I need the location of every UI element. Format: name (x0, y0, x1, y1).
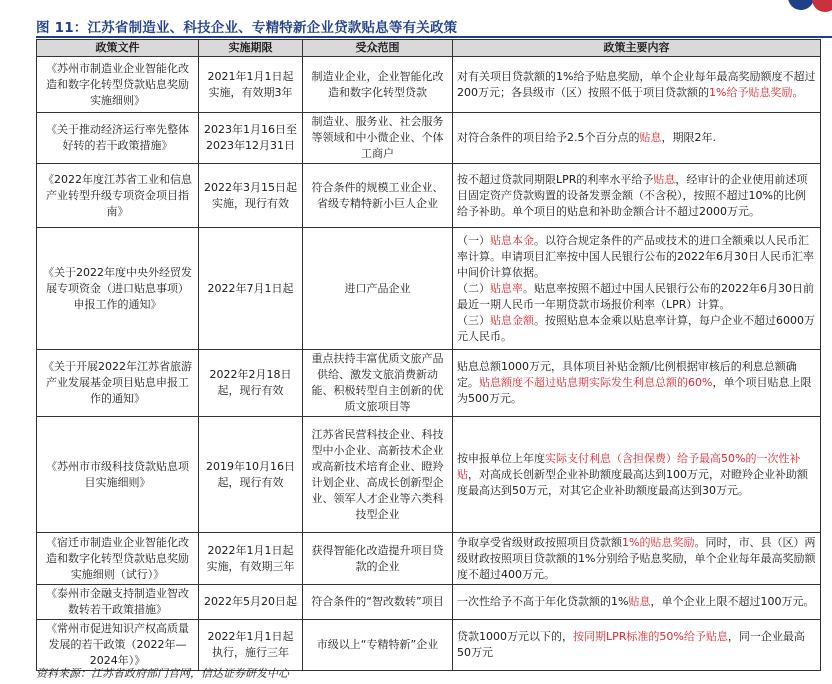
table-row (37, 417, 821, 533)
content-text: ，同一企业最高50万元 (457, 630, 805, 659)
period-cell: 2021年1月1日起实施，有效期3年 (199, 57, 303, 113)
highlighted-text: 贴息 (653, 172, 676, 186)
header-scope: 受众范围 (303, 40, 453, 57)
scope-cell: 进口产品企业 (303, 228, 453, 350)
scope-cell: 符合条件的“智改数转”项目 (303, 585, 453, 620)
highlighted-text: 贴息额度不超过贴息期实际发生利息总额的60% (479, 376, 713, 389)
content-paragraph (457, 629, 816, 661)
period-cell: 2022年3月15日起实施，现行有效 (199, 164, 303, 228)
header-content: 政策主要内容 (453, 40, 821, 57)
highlighted-text: 实际支付利息（含担保费）给予最高50%的一次性补贴 (457, 451, 801, 481)
policy-table (36, 39, 821, 671)
content-cell (453, 620, 821, 671)
title-rule (36, 36, 832, 38)
table-row (37, 350, 821, 417)
content-text: 贴息总额1000万元，具体项目补贴金额/比例根据审核后的利息总额确定。 (457, 360, 797, 389)
policy-doc-cell: 《关于2022年度中央外经贸发展专项资金（进口贴息事项）申报工作的通知》 (37, 228, 199, 350)
table-body (37, 57, 821, 671)
content-cell (453, 57, 821, 113)
content-paragraph (457, 451, 816, 499)
table-row (37, 620, 821, 671)
source-note: 资料来源：江苏省政府部门官网，信达证券研发中心 (36, 667, 289, 680)
scope-cell: 制造业企业，企业智能化改造和数字化转型贷款 (303, 57, 453, 113)
content-text: 。贴息率按照不超过中国人民银行公布的2022年6月30日前最近一期人民币一年期贷款市场报价利率（LPR）计算。 (457, 281, 814, 311)
content-cell (453, 417, 821, 533)
policy-doc-cell: 《泰州市金融支持制造业智改数转若干政策措施》 (37, 585, 199, 620)
content-text: 。同时，市、县（区）两级财政按照项目贷款额的1%分别给予贴息奖励，单个企业每年最高奖励额度不超过400万元。 (457, 535, 816, 581)
scope-cell: 江苏省民营科技企业、科技型中小企业、高新技术企业或高新技术培育企业、瞪羚计划企业、高成长创新型企业、领军人才企业等六类科技型企业 (303, 417, 453, 533)
content-text: 。 (792, 85, 804, 99)
policy-doc-cell: 《宿迁市制造业企业智能化改造和数字化转型贷款贴息奖励实施细则（试行）》 (37, 533, 199, 585)
content-text: ，经审计的企业使用前述项目固定资产贷款购置的设备发票金额（不含税），按照不超过10%的比例给予补助。单个项目的贴息和补助金额合计不超过2000万元。 (457, 172, 808, 218)
scope-cell: 重点扶持丰富优质文旅产品供给、激发文旅消费新动能、积极转型自主创新的优质文旅项目等 (303, 350, 453, 417)
figure-title: 图 11：江苏省制造业、科技企业、专精特新企业贷款贴息等有关政策 (36, 20, 458, 36)
highlighted-text: 贴息率 (490, 281, 523, 295)
content-text: 贷款1000万元以下的， (457, 630, 573, 643)
scope-cell: 制造业、服务业、社会服务等领域和中小微企业、个体工商户 (303, 113, 453, 164)
period-cell: 2022年5月20日起 (199, 585, 303, 620)
content-text: 对符合条件的项目给予2.5个百分点的 (457, 131, 640, 144)
content-paragraph (457, 281, 816, 313)
table-row (37, 228, 821, 350)
content-text: ，期限2年. (661, 131, 716, 144)
content-text: （三） (457, 313, 490, 327)
content-paragraph (457, 594, 816, 610)
content-text: 对有关项目贷款额的1%给予贴息奖励，单个企业每年最高奖励额度不超过200万元；各县级市（区）按照不低于项目贷款额的 (457, 69, 816, 99)
content-text: （二） (457, 281, 490, 295)
table-row (37, 164, 821, 228)
content-paragraph (457, 535, 816, 583)
period-cell: 2022年2月18日起，现行有效 (199, 350, 303, 417)
content-text: ，对高成长创新型企业补助额度最高达到100万元，对瞪羚企业补助额度最高达到50万元，对其它企业补助额度最高达到30万元。 (457, 467, 808, 497)
content-paragraph (457, 313, 816, 345)
table-row (37, 57, 821, 113)
content-text: 一次性给予不高于年化贷款额的1% (457, 595, 629, 608)
content-paragraph (457, 233, 816, 281)
content-paragraph (457, 130, 816, 146)
highlighted-text: 按同期LPR标准的50%给予贴息 (573, 630, 728, 643)
table-header-row (37, 40, 821, 57)
highlighted-text: 1%给予贴息奖励 (709, 85, 793, 99)
content-text: ，单个企业上限不超过100万元。 (650, 595, 815, 608)
period-cell: 2022年7月1日起 (199, 228, 303, 350)
period-cell: 2022年1月1日起实施，有效期三年 (199, 533, 303, 585)
policy-doc-cell: 《2022年度江苏省工业和信息产业转型升级专项资金项目指南》 (37, 164, 199, 228)
content-paragraph (457, 359, 816, 407)
content-text: 按申报单位上年度 (457, 451, 545, 465)
table-row (37, 113, 821, 164)
scope-cell: 获得智能化改造提升项目贷款的企业 (303, 533, 453, 585)
content-cell (453, 113, 821, 164)
content-text: （一） (457, 233, 490, 247)
period-cell: 2023年1月16日至2023年12月31日 (199, 113, 303, 164)
period-cell: 2022年1月1日起执行，施行三年 (199, 620, 303, 671)
brand-corner-mark (776, 0, 832, 12)
header-period: 实施期限 (199, 40, 303, 57)
content-cell (453, 164, 821, 228)
content-text: 争取享受省级财政按照项目贷款额 (457, 535, 622, 549)
highlighted-text: 贴息 (639, 131, 662, 144)
header-policy-doc: 政策文件 (37, 40, 199, 57)
content-cell (453, 350, 821, 417)
policy-doc-cell: 《苏州市制造业企业智能化改造和数字化转型贷款贴息奖励实施细则》 (37, 57, 199, 113)
table-row (37, 585, 821, 620)
highlighted-text: 贴息本金 (490, 233, 534, 247)
highlighted-text: 1%的贴息奖励 (622, 535, 695, 549)
highlighted-text: 贴息 (628, 595, 651, 608)
policy-doc-cell: 《关于推动经济运行率先整体好转的若干政策措施》 (37, 113, 199, 164)
content-cell (453, 228, 821, 350)
policy-doc-cell: 《关于开展2022年江苏省旅游产业发展基金项目贴息申报工作的通知》 (37, 350, 199, 417)
highlighted-text: 贴息金额 (490, 313, 534, 327)
scope-cell: 符合条件的规模工业企业、省级专精特新小巨人企业 (303, 164, 453, 228)
content-cell (453, 533, 821, 585)
content-paragraph (457, 69, 816, 101)
content-text: 。以符合规定条件的产品或技术的进口全额乘以人民币汇率计算。申请项目汇率按中国人民银行公布的2022年6月30日人民币汇率中间价计算依据。 (457, 233, 814, 279)
content-text: 。按照贴息本金乘以贴息率计算，每户企业不超过6000万元人民币。 (457, 313, 815, 343)
period-cell: 2019年10月16日起，现行有效 (199, 417, 303, 533)
policy-doc-cell: 《苏州市市级科技贷款贴息项目实施细则》 (37, 417, 199, 533)
content-cell (453, 585, 821, 620)
content-text: 按不超过贷款同期限LPR的利率水平给予 (457, 172, 654, 186)
table-row (37, 533, 821, 585)
policy-doc-cell: 《常州市促进知识产权高质量发展的若干政策（2022年—2024年）》 (37, 620, 199, 671)
content-paragraph (457, 172, 816, 220)
content-text: ，单个项目贴息上限为500万元。 (457, 376, 812, 405)
scope-cell: 市级以上“专精特新”企业 (303, 620, 453, 671)
